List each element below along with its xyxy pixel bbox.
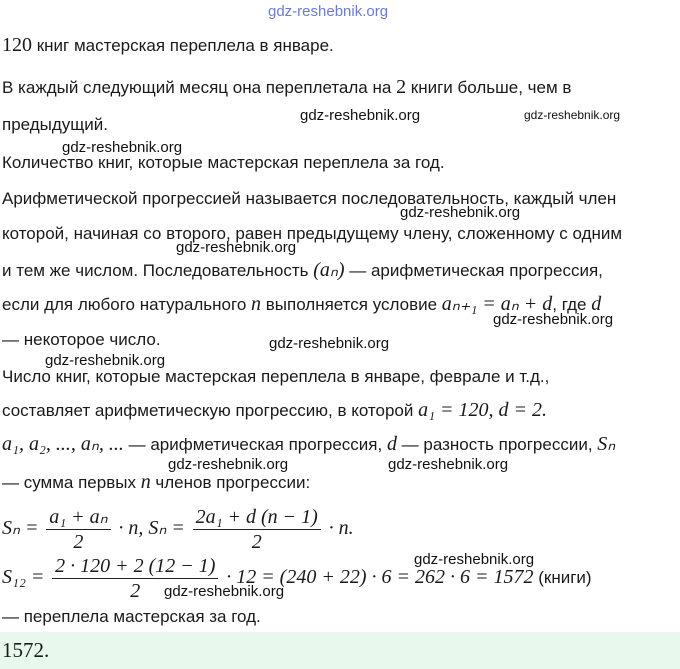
watermark: gdz-reshebnik.org (164, 583, 285, 600)
text-span: (книги) (533, 568, 592, 587)
text-span: книг мастерская переплела в январе. (32, 36, 334, 55)
text-line-13 (2, 471, 310, 494)
fraction (193, 505, 321, 554)
formula-s12 (2, 552, 592, 606)
watermark: gdz-reshebnik.org (400, 204, 521, 221)
text-span: — арифметическая прогрессия, (123, 435, 387, 454)
math-formula: Sₙ = (2, 517, 39, 539)
watermark: gdz-reshebnik.org (414, 551, 535, 568)
text-span: предыдущий. (2, 115, 109, 134)
text-span: — переплела мастерская за год. (2, 607, 261, 626)
formula-sum (2, 503, 354, 557)
math-formula: · 12 = (240 + 22) · 6 = 262 · 6 = 1572 (226, 566, 534, 588)
text-span: и тем же числом. Последовательность (2, 261, 314, 280)
text-span: Число книг, которые мастерская переплела в январе, феврале и т.д., (2, 367, 550, 386)
math-var: Sₙ (597, 433, 616, 455)
text-span: составляет арифметическую прогрессию, в которой (2, 401, 419, 420)
math-var: n (140, 471, 151, 493)
text-span: Арифметической прогрессией называется последовательность, каждый член (2, 189, 617, 208)
watermark: gdz-reshebnik.org (176, 239, 297, 256)
fraction-denominator: 2 (130, 580, 141, 603)
answer-box (0, 632, 680, 669)
answer-value: 1572. (2, 638, 50, 662)
watermark: gdz-reshebnik.org (269, 335, 390, 352)
text-line-5 (2, 188, 616, 210)
fraction-numerator: 2a₁ + d (n − 1) (193, 505, 321, 530)
text-line-2 (2, 76, 571, 99)
watermark: gdz-reshebnik.org (45, 352, 166, 369)
math-var: d (386, 433, 397, 455)
text-span: — разность прогрессии, (396, 435, 598, 454)
text-line-9 (2, 329, 161, 351)
fraction (46, 505, 110, 554)
math-sequence: a₁, a₂, ..., aₙ, ... (2, 433, 124, 455)
text-span: членов прогрессии: (150, 473, 311, 492)
text-line-3 (2, 114, 108, 136)
watermark: gdz-reshebnik.org (493, 311, 614, 328)
text-span: выполняется условие (261, 295, 442, 314)
watermark: gdz-reshebnik.org (168, 456, 289, 473)
fraction-numerator: a₁ + aₙ (46, 505, 110, 530)
math-formula: a₁ = 120, d = 2. (418, 399, 548, 421)
math-number: 2 (396, 76, 407, 98)
text-span: — арифметическая прогрессия, (344, 261, 603, 280)
text-line-7 (2, 259, 603, 282)
text-span: , где (552, 295, 592, 314)
math-var: n (251, 293, 262, 315)
watermark: gdz-reshebnik.org (300, 107, 421, 124)
text-line-16 (2, 606, 261, 628)
fraction-denominator: 2 (73, 531, 84, 554)
text-span: — сумма первых (2, 473, 141, 492)
watermark: gdz-reshebnik.org (388, 456, 509, 473)
text-span: Количество книг, которые мастерская переплела за год. (2, 153, 445, 172)
watermark-top: gdz-reshebnik.org (268, 3, 389, 20)
watermark: gdz-reshebnik.org (524, 108, 621, 122)
text-line-11 (2, 399, 547, 422)
math-sequence: (aₙ) (313, 259, 345, 281)
text-line-6 (2, 223, 622, 245)
fraction-numerator: 2 · 120 + 2 (12 − 1) (52, 554, 218, 579)
math-formula: aₙ₊₁ = aₙ + d (441, 293, 553, 315)
math-number: 120 (2, 34, 32, 56)
text-span: книги больше, чем в (406, 78, 572, 97)
text-line-10 (2, 366, 549, 388)
text-span: В каждый следующий месяц она переплетала на (2, 78, 397, 97)
text-line-4 (2, 152, 445, 174)
math-formula: · n, Sₙ = (118, 517, 185, 539)
watermark: gdz-reshebnik.org (62, 139, 183, 156)
text-line-1 (2, 34, 334, 57)
math-formula: · n. (328, 517, 354, 539)
math-formula: S₁₂ = (2, 566, 45, 588)
text-span: которой, начиная со второго, равен предыдущему члену, сложенному с одним (2, 224, 623, 243)
math-var: d (591, 293, 602, 315)
text-span: если для любого натурального (2, 295, 252, 314)
fraction-denominator: 2 (251, 531, 262, 554)
text-span: — некоторое число. (2, 330, 161, 349)
text-line-12 (2, 433, 615, 456)
